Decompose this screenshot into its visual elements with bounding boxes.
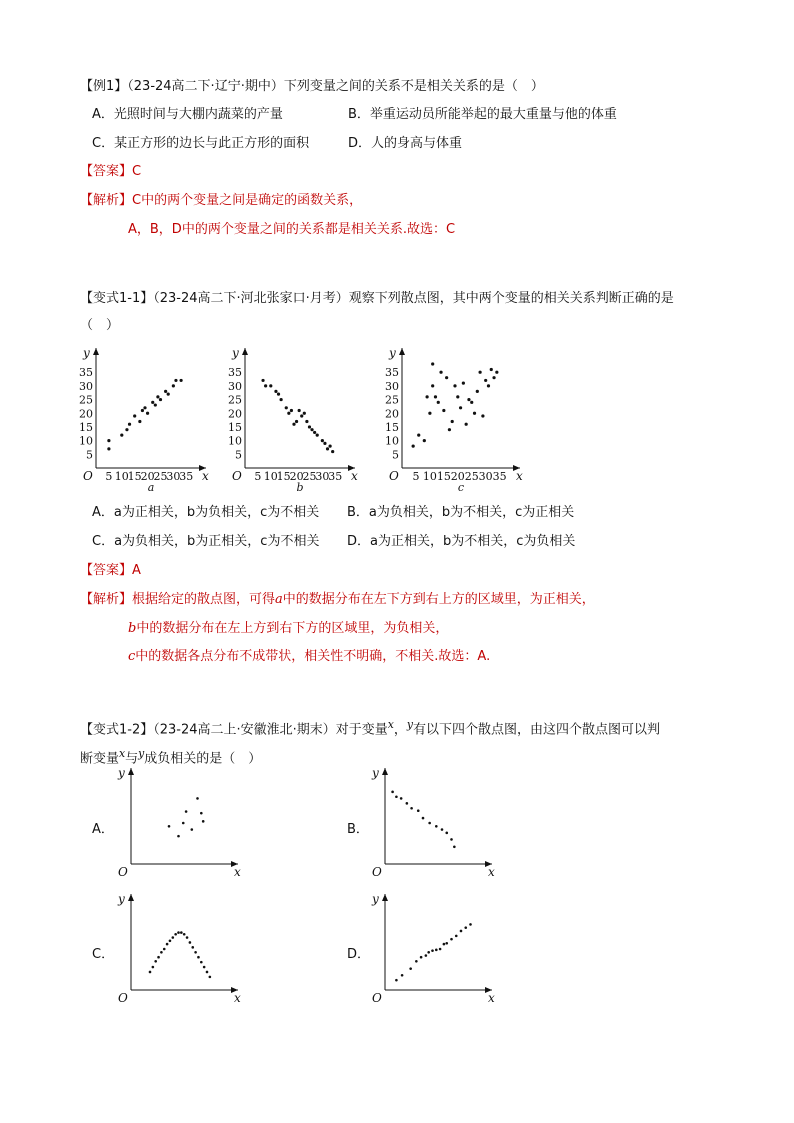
data-point [495, 371, 498, 374]
x-tick-label: 10 [263, 470, 278, 483]
x-tick-label: 15 [276, 470, 291, 483]
y-tick-label: 15 [79, 420, 93, 434]
y-tick-label: 25 [228, 393, 242, 407]
y-tick-label: 10 [385, 434, 399, 448]
x-tick-label: 30 [478, 470, 493, 483]
data-point [487, 384, 490, 387]
variant12-stem [80, 716, 660, 739]
example1-tag: 【例1】 [80, 79, 128, 94]
y-tick-label: 15 [228, 420, 242, 434]
data-point [172, 384, 175, 387]
example1-option-c: C．某正方形的边长与此正方形的面积 [92, 136, 310, 151]
y-tick-label: 10 [228, 434, 242, 448]
x-tick-label: 15 [436, 470, 451, 483]
x-tick-label: 35 [328, 470, 343, 483]
data-point [455, 935, 458, 938]
x-tick-label: 25 [302, 470, 317, 483]
example1-analysis-tag: 【解析】 [80, 193, 133, 208]
data-point [467, 398, 470, 401]
variant11-option-d: D．a为正相关，b为不相关，c为负相关 [347, 534, 576, 549]
y-axis-label: y [118, 892, 125, 906]
variant11-analysis-var-a: a [275, 592, 283, 607]
data-point [431, 384, 434, 387]
data-point [133, 414, 136, 417]
data-point [163, 948, 166, 951]
variant12-label-c: C． [92, 947, 115, 962]
data-point [451, 420, 454, 423]
data-point [464, 926, 467, 929]
example1-stem [80, 78, 544, 96]
data-point [159, 398, 162, 401]
variant12-var-y: y [406, 718, 414, 731]
data-point [445, 832, 448, 835]
chart-title: c [457, 481, 465, 492]
data-point [450, 938, 453, 941]
data-point [287, 412, 290, 415]
data-point [172, 936, 175, 939]
data-point [128, 423, 131, 426]
example1-answer [80, 163, 141, 181]
data-point [460, 930, 463, 933]
origin-label: O [232, 469, 242, 483]
origin-label: O [372, 991, 382, 1005]
data-point [174, 379, 177, 382]
y-tick-label: 5 [235, 448, 242, 462]
variant11-analysis-line2 [128, 620, 448, 638]
y-tick-label: 25 [79, 393, 93, 407]
variant11-question: （23-24高二下·河北张家口·月考）观察下列散点图，其中两个变量的相关关系判断正确的是 [153, 291, 674, 306]
variant11-answer [80, 562, 141, 580]
data-point [298, 409, 301, 412]
data-point [169, 940, 172, 943]
variant11-analysis-line3 [128, 648, 490, 666]
variant11-analysis-tag: 【解析】 [80, 592, 133, 607]
data-point [476, 390, 479, 393]
data-point [445, 942, 448, 945]
variant11-analysis-line1b: 中的数据分布在左下方到右上方的区域里，为正相关， [282, 592, 595, 607]
data-point [431, 362, 434, 365]
x-tick-label: 30 [166, 470, 181, 483]
data-point [323, 442, 326, 445]
data-point [180, 931, 183, 934]
example1-question: （23-24高二下·辽宁·期中）下列变量之间的关系不是相关关系的是（ ） [127, 79, 544, 94]
x-tick-label: 30 [315, 470, 330, 483]
data-point [206, 971, 209, 974]
y-tick-label: 10 [79, 434, 93, 448]
variant12-label-d: D． [347, 947, 371, 962]
data-point [149, 971, 152, 974]
variant11-answer-value: A [132, 563, 141, 578]
variant11-tag: 【变式1-1】 [80, 291, 154, 306]
data-point [326, 447, 329, 450]
data-point [285, 406, 288, 409]
data-point [146, 412, 149, 415]
scatter-option-b [368, 762, 498, 880]
y-axis-arrow [128, 894, 134, 901]
data-point [437, 401, 440, 404]
x-tick-label: 20 [289, 470, 304, 483]
data-point [274, 390, 277, 393]
data-point [329, 445, 332, 448]
origin-label: O [83, 469, 93, 483]
x-tick-label: 5 [105, 470, 113, 483]
data-point [152, 966, 155, 969]
scatter-plot-b [225, 340, 365, 492]
variant11-answer-tag: 【答案】 [80, 563, 133, 578]
origin-label: O [372, 865, 382, 879]
chart-title: a [147, 481, 155, 492]
data-point [406, 802, 409, 805]
y-tick-label: 20 [385, 407, 399, 421]
variant12-stem2b: 与 [125, 751, 139, 767]
x-tick-label: 35 [179, 470, 194, 483]
data-point [185, 810, 188, 813]
example1-option-b: B．举重运动员所能举起的最大重量与他的体重 [348, 107, 617, 122]
data-point [417, 434, 420, 437]
y-tick-label: 5 [86, 448, 93, 462]
data-point [395, 795, 398, 798]
variant11-analysis-line3-text: 中的数据各点分布不成带状，相关性不明确，不相关.故选：A. [135, 649, 491, 664]
variant11-option-a: A．a为正相关，b为负相关，c为不相关 [92, 505, 320, 520]
data-point [435, 949, 438, 952]
x-tick-label: 20 [450, 470, 465, 483]
data-point [177, 835, 180, 838]
example1-analysis [80, 192, 362, 210]
data-point [182, 822, 185, 825]
data-point [465, 423, 468, 426]
data-point [445, 376, 448, 379]
data-point [456, 395, 459, 398]
y-axis-arrow [242, 348, 248, 355]
data-point [295, 420, 298, 423]
data-point [141, 409, 144, 412]
data-point [481, 414, 484, 417]
data-point [154, 403, 157, 406]
data-point [316, 434, 319, 437]
data-point [261, 379, 264, 382]
data-point [422, 817, 425, 820]
x-axis-label: x [351, 469, 358, 483]
data-point [448, 428, 451, 431]
variant11-option-b: B．a为负相关，b为不相关，c为正相关 [347, 505, 575, 520]
data-point [200, 961, 203, 964]
data-point [310, 428, 313, 431]
x-tick-label: 35 [492, 470, 507, 483]
x-axis-label: x [516, 469, 523, 483]
data-point [277, 393, 280, 396]
data-point [280, 398, 283, 401]
example1-analysis-line2: A，B，D中的两个变量之间的关系都是相关关系.故选：C [128, 222, 456, 237]
y-tick-label: 25 [385, 393, 399, 407]
y-axis-arrow [128, 768, 134, 775]
y-tick-label: 35 [385, 366, 399, 380]
y-axis-arrow [399, 348, 405, 355]
data-point [443, 943, 446, 946]
data-point [107, 439, 110, 442]
x-axis-label: x [488, 865, 495, 879]
data-point [428, 412, 431, 415]
data-point [331, 450, 334, 453]
y-axis-label: y [372, 892, 379, 906]
variant12-label-a: A． [92, 822, 114, 837]
y-tick-label: 15 [385, 420, 399, 434]
data-point [479, 371, 482, 374]
x-axis-label: x [234, 865, 241, 879]
data-point [492, 376, 495, 379]
variant11-analysis-line1a: 根据给定的散点图，可得 [132, 592, 276, 607]
scatter-plot-c [382, 340, 530, 492]
data-point [168, 825, 171, 828]
data-point [107, 447, 110, 450]
data-point [439, 948, 442, 951]
data-point [200, 812, 203, 815]
data-point [431, 949, 434, 952]
y-axis-label: y [83, 346, 90, 360]
data-point [180, 379, 183, 382]
variant11-analysis-var-c: c [128, 649, 136, 664]
x-tick-label: 10 [422, 470, 437, 483]
y-axis-label: y [118, 766, 125, 780]
data-point [435, 825, 438, 828]
data-point [160, 951, 163, 954]
data-point [292, 423, 295, 426]
data-point [202, 820, 205, 823]
x-tick-label: 25 [464, 470, 479, 483]
variant11-stem [80, 290, 674, 308]
example1-option-a: A．光照时间与大棚内蔬菜的产量 [92, 107, 283, 122]
chart-title: b [296, 481, 304, 492]
variant12-var-x2: x [119, 747, 126, 760]
x-tick-label: 15 [127, 470, 142, 483]
data-point [189, 941, 192, 944]
scatter-option-c [114, 888, 244, 1006]
data-point [415, 960, 418, 963]
data-point [151, 401, 154, 404]
variant12-comma: ， [393, 722, 407, 738]
data-point [490, 368, 493, 371]
data-point [423, 439, 426, 442]
data-point [391, 791, 394, 794]
y-axis-arrow [382, 768, 388, 775]
data-point [313, 431, 316, 434]
data-point [420, 956, 423, 959]
data-point [209, 976, 212, 979]
data-point [269, 384, 272, 387]
y-tick-label: 35 [228, 366, 242, 380]
x-tick-label: 5 [254, 470, 262, 483]
data-point [462, 382, 465, 385]
data-point [453, 845, 456, 848]
variant11-analysis [80, 591, 595, 609]
data-point [191, 828, 194, 831]
origin-label: O [389, 469, 399, 483]
data-point [400, 797, 403, 800]
variant12-label-b: B． [347, 822, 369, 837]
y-axis-label: y [389, 346, 396, 360]
data-point [177, 931, 180, 934]
data-point [154, 960, 157, 963]
data-point [186, 936, 189, 939]
data-point [164, 390, 167, 393]
variant12-tag: 【变式1-2】 [80, 722, 154, 738]
data-point [469, 923, 472, 926]
x-axis-label: x [234, 991, 241, 1005]
data-point [434, 395, 437, 398]
y-axis-label: y [232, 346, 239, 360]
example1-answer-tag: 【答案】 [80, 164, 133, 179]
example1-analysis-line1: C中的两个变量之间是确定的函数关系， [132, 193, 363, 208]
data-point [125, 428, 128, 431]
y-tick-label: 20 [79, 407, 93, 421]
data-point [156, 395, 159, 398]
x-tick-label: 20 [140, 470, 155, 483]
data-point [203, 966, 206, 969]
data-point [426, 395, 429, 398]
variant11-analysis-var-b: b [128, 621, 137, 636]
scatter-plot-a [76, 340, 216, 492]
data-point [157, 956, 160, 959]
data-point [410, 807, 413, 810]
data-point [442, 409, 445, 412]
x-tick-label: 25 [153, 470, 168, 483]
variant11-analysis-line2-text: 中的数据分布在左上方到右下方的区域里，为负相关， [136, 621, 449, 636]
example1-answer-value: C [132, 164, 142, 179]
data-point [428, 822, 431, 825]
data-point [484, 379, 487, 382]
scatter-option-a [114, 762, 244, 880]
data-point [143, 406, 146, 409]
variant11-option-c: C．a为负相关，b为正相关，c为不相关 [92, 534, 320, 549]
y-axis-label: y [372, 766, 379, 780]
data-point [167, 393, 170, 396]
data-point [453, 384, 456, 387]
data-point [308, 425, 311, 428]
data-point [470, 401, 473, 404]
variant12-var-y2: y [138, 747, 145, 760]
variant12-var-x: x [387, 718, 394, 731]
scatter-option-d [368, 888, 498, 1006]
example1-option-d: D．人的身高与体重 [348, 136, 463, 151]
x-tick-label: 5 [412, 470, 420, 483]
variant12-stem2a: 断变量 [80, 751, 120, 767]
data-point [427, 951, 430, 954]
x-axis-label: x [488, 991, 495, 1005]
data-point [174, 933, 177, 936]
y-tick-label: 20 [228, 407, 242, 421]
data-point [425, 954, 428, 957]
data-point [441, 828, 444, 831]
variant12-stem-b: 有以下四个散点图，由这四个散点图可以判 [413, 722, 661, 738]
y-tick-label: 35 [79, 366, 93, 380]
y-tick-label: 30 [385, 379, 399, 393]
data-point [321, 439, 324, 442]
data-point [395, 979, 398, 982]
variant12-stem-a: （23-24高二上·安徽淮北·期末）对于变量 [153, 722, 388, 738]
y-tick-label: 30 [79, 379, 93, 393]
data-point [194, 951, 197, 954]
data-point [197, 956, 200, 959]
data-point [196, 797, 199, 800]
data-point [120, 434, 123, 437]
data-point [412, 445, 415, 448]
data-point [473, 412, 476, 415]
data-point [439, 371, 442, 374]
data-point [305, 420, 308, 423]
data-point [290, 409, 293, 412]
variant12-stem2c: 成负相关的是（ ） [144, 751, 262, 767]
data-point [138, 420, 141, 423]
data-point [417, 809, 420, 812]
data-point [166, 943, 169, 946]
data-point [191, 946, 194, 949]
variant11-paren: （ ） [80, 318, 120, 333]
y-axis-arrow [93, 348, 99, 355]
data-point [401, 974, 404, 977]
data-point [409, 967, 412, 970]
data-point [450, 838, 453, 841]
data-point [459, 406, 462, 409]
x-axis-label: x [202, 469, 209, 483]
x-tick-label: 10 [114, 470, 129, 483]
y-axis-arrow [382, 894, 388, 901]
y-tick-label: 30 [228, 379, 242, 393]
origin-label: O [118, 991, 128, 1005]
y-tick-label: 5 [392, 448, 399, 462]
data-point [183, 933, 186, 936]
data-point [264, 384, 267, 387]
origin-label: O [118, 865, 128, 879]
data-point [303, 412, 306, 415]
data-point [300, 414, 303, 417]
